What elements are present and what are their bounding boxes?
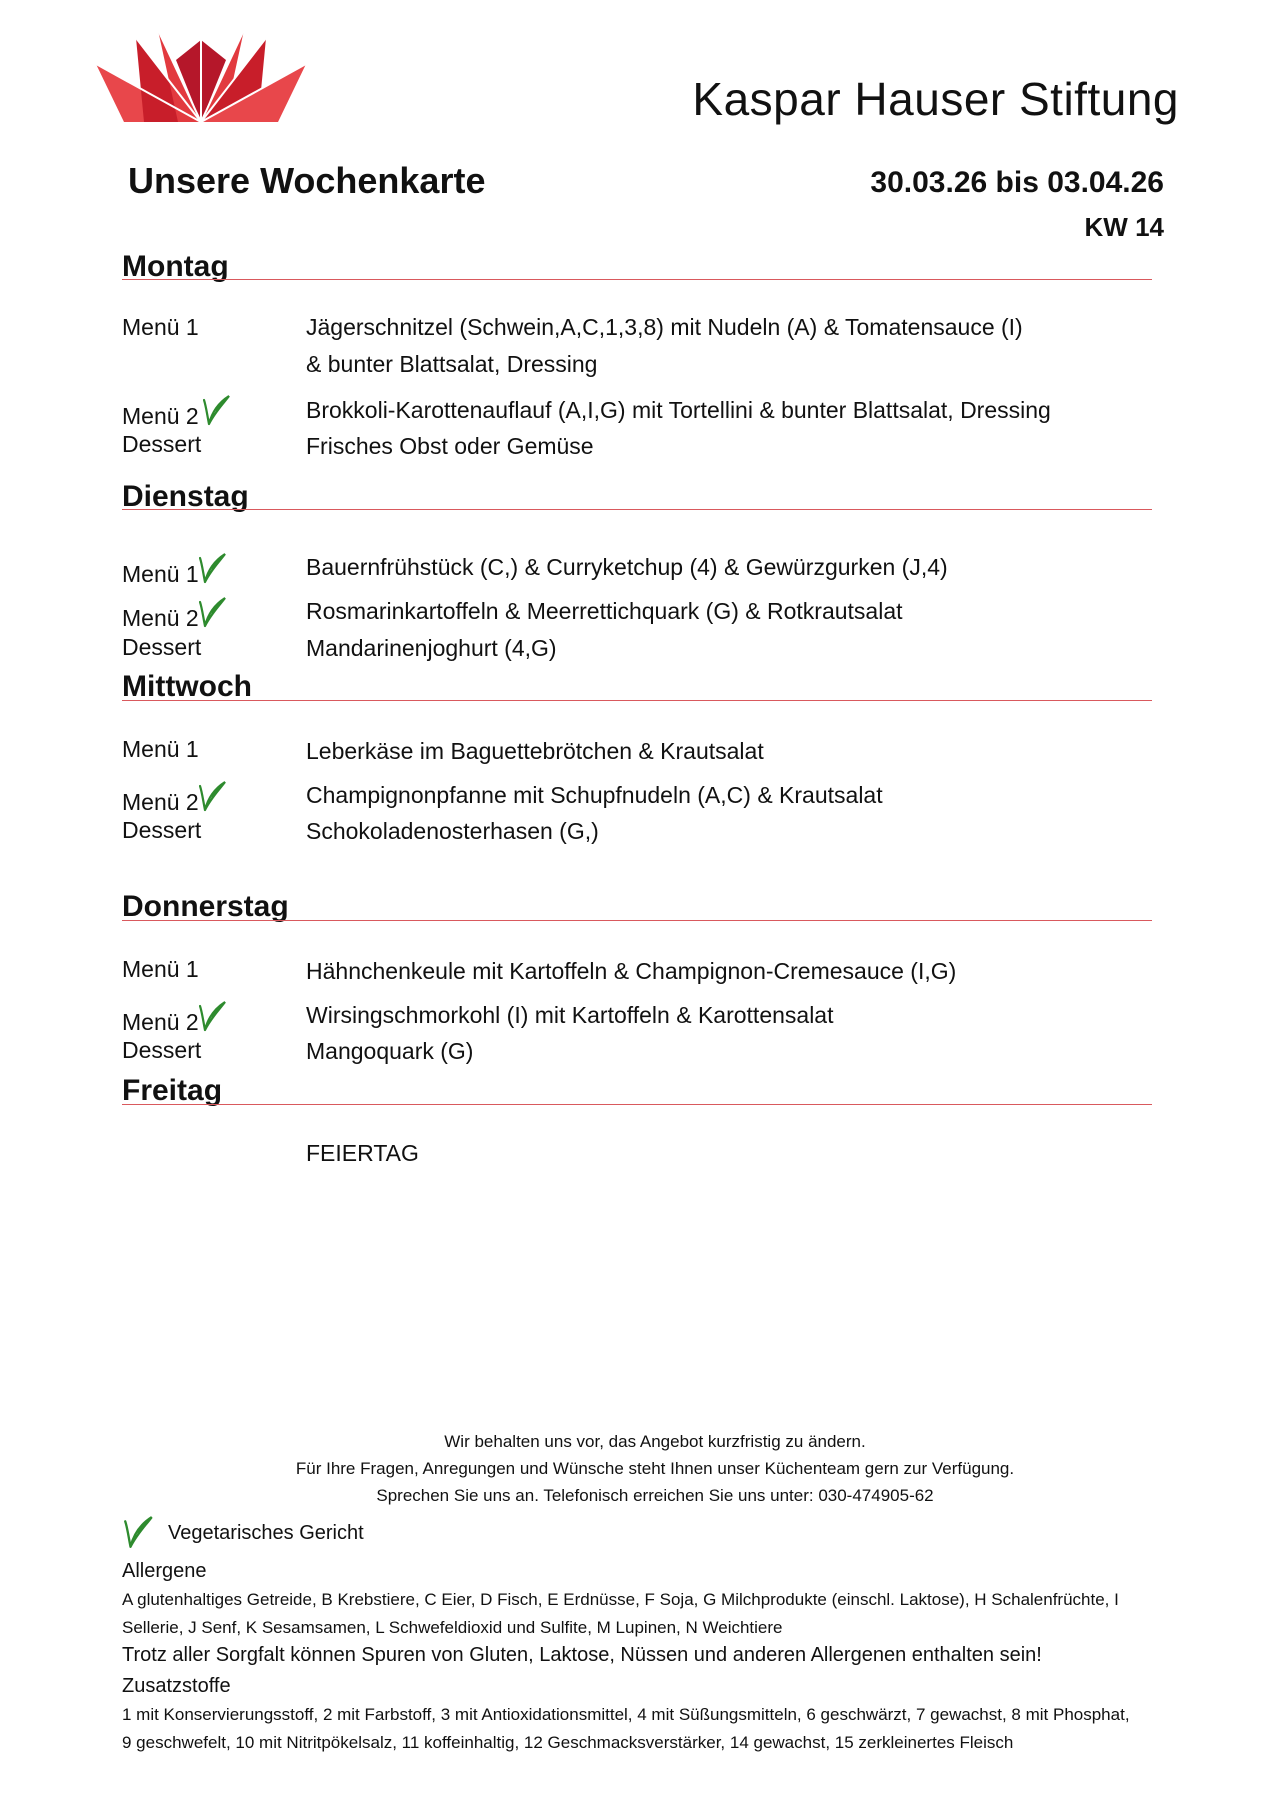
additives-list-line: 9 geschwefelt, 10 mit Nitritpökelsalz, 11 koffeinhaltig, 12 Geschmacksverstärker, 14 gewachst, 15 zerkleinertes Fleisch bbox=[122, 1733, 1014, 1752]
day-heading-friday: Freitag bbox=[122, 1074, 223, 1107]
day-divider bbox=[122, 700, 1152, 701]
menu2-dish: Champignonpfanne mit Schupfnudeln (A,C) & Krautsalat bbox=[306, 782, 883, 808]
vegetarian-leaf-icon bbox=[199, 552, 227, 586]
vegetarian-leaf-icon bbox=[199, 596, 227, 630]
menu1-dish: Hähnchenkeule mit Kartoffeln & Champignon-Cremesauce (I,G) bbox=[306, 958, 957, 984]
dessert-dish: Schokoladenosterhasen (G,) bbox=[306, 818, 599, 844]
lotus-logo-icon bbox=[96, 30, 306, 126]
menu1-dish: Leberkäse im Baguettebrötchen & Krautsalat bbox=[306, 738, 764, 764]
dessert-dish: Frisches Obst oder Gemüse bbox=[306, 433, 594, 459]
day-heading-wednesday: Mittwoch bbox=[122, 670, 252, 703]
additives-list-line: 1 mit Konservierungsstoff, 2 mit Farbstoff, 3 mit Antioxidationsmittel, 4 mit Süßungsmitteln, 6 geschwärzt, 7 gewachst, 8 mit Phosphat, bbox=[122, 1705, 1130, 1724]
menu1-dish: Bauernfrühstück (C,) & Curryketchup (4) & Gewürzgurken (J,4) bbox=[306, 554, 948, 580]
page-title: Unsere Wochenkarte bbox=[128, 160, 486, 201]
allergens-list-line: Sellerie, J Senf, K Sesamsamen, L Schwefeldioxid und Sulfite, M Lupinen, N Weichtiere bbox=[122, 1618, 783, 1637]
vegetarian-leaf-icon bbox=[203, 394, 231, 428]
menu2-label: Menü 2 bbox=[122, 780, 227, 816]
dessert-label: Dessert bbox=[122, 1037, 202, 1063]
day-heading-tuesday: Dienstag bbox=[122, 480, 249, 513]
day-divider bbox=[122, 1104, 1152, 1105]
allergens-list-line: A glutenhaltiges Getreide, B Krebstiere, C Eier, D Fisch, E Erdnüsse, F Soja, G Milchprodukte (einschl. Laktose), H Schalenfrüchte, I bbox=[122, 1590, 1119, 1609]
dessert-dish: Mandarinenjoghurt (4,G) bbox=[306, 635, 557, 661]
traces-warning: Trotz aller Sorgfalt können Spuren von Gluten, Laktose, Nüssen und anderen Allergenen enthalten sein! bbox=[122, 1644, 1042, 1666]
menu2-label: Menü 2 bbox=[122, 394, 231, 430]
menu1-label: Menü 1 bbox=[122, 552, 227, 588]
additives-heading: Zusatzstoffe bbox=[122, 1675, 231, 1697]
date-range: 30.03.26 bis 03.04.26 bbox=[870, 166, 1164, 199]
dessert-label: Dessert bbox=[122, 817, 202, 843]
menu2-label: Menü 2 bbox=[122, 596, 227, 632]
day-divider bbox=[122, 279, 1152, 280]
allergens-heading: Allergene bbox=[122, 1560, 207, 1582]
menu2-dish: Wirsingschmorkohl (I) mit Kartoffeln & Karottensalat bbox=[306, 1002, 834, 1028]
menu1-label: Menü 1 bbox=[122, 956, 199, 982]
vegetarian-leaf-icon bbox=[124, 1515, 154, 1551]
holiday-note: FEIERTAG bbox=[306, 1140, 419, 1166]
vegetarian-legend: Vegetarisches Gericht bbox=[168, 1522, 364, 1544]
day-divider bbox=[122, 920, 1152, 921]
menu2-dish: Rosmarinkartoffeln & Meerrettichquark (G) & Rotkrautsalat bbox=[306, 598, 903, 624]
footer-notice-line: Wir behalten uns vor, das Angebot kurzfristig zu ändern. bbox=[444, 1432, 866, 1451]
menu1-label: Menü 1 bbox=[122, 736, 199, 762]
dessert-label: Dessert bbox=[122, 634, 202, 660]
day-heading-monday: Montag bbox=[122, 250, 229, 283]
menu2-dish: Brokkoli-Karottenauflauf (A,I,G) mit Tortellini & bunter Blattsalat, Dressing bbox=[306, 397, 1051, 423]
menu2-label: Menü 2 bbox=[122, 1000, 227, 1036]
vegetarian-leaf-icon bbox=[199, 1000, 227, 1034]
footer-notice-line: Für Ihre Fragen, Anregungen und Wünsche steht Ihnen unser Küchenteam gern zur Verfügung. bbox=[295, 1459, 1015, 1478]
menu1-dish: Jägerschnitzel (Schwein,A,C,1,3,8) mit Nudeln (A) & Tomatensauce (I) & bunter Blattsalat, Dressing bbox=[306, 314, 1023, 377]
organization-name: Kaspar Hauser Stiftung bbox=[692, 73, 1179, 125]
calendar-week: KW 14 bbox=[1084, 212, 1164, 242]
footer-contact-line: Sprechen Sie uns an. Telefonisch erreichen Sie uns unter: 030-474905-62 bbox=[376, 1486, 934, 1505]
dessert-dish: Mangoquark (G) bbox=[306, 1038, 474, 1064]
vegetarian-leaf-icon bbox=[199, 780, 227, 814]
dessert-label: Dessert bbox=[122, 431, 202, 457]
menu1-label: Menü 1 bbox=[122, 314, 199, 340]
day-heading-thursday: Donnerstag bbox=[122, 890, 289, 923]
day-divider bbox=[122, 509, 1152, 510]
